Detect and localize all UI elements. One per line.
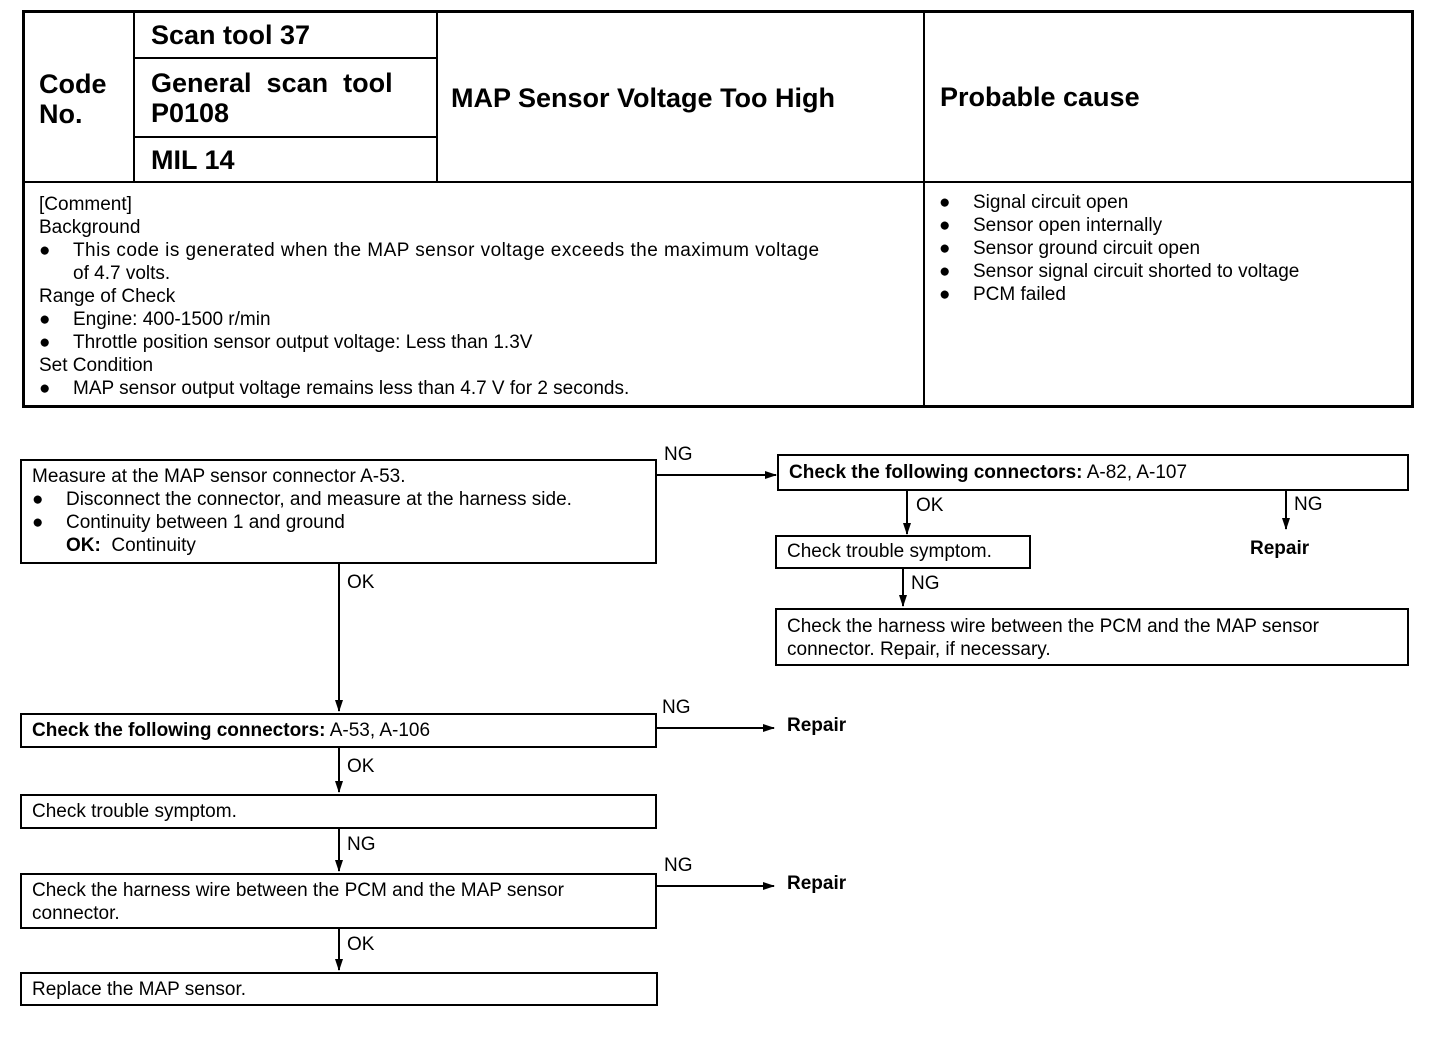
step2-check-connectors-box: Check the following connectors: A-53, A-106 xyxy=(20,713,657,748)
ok-label: OK xyxy=(347,756,375,777)
step5-replace-box: Replace the MAP sensor. xyxy=(20,972,658,1006)
right-harness-box: Check the harness wire between the PCM and the MAP sensor connector. Repair, if necessary. xyxy=(775,608,1409,666)
step3-symptom-box: Check trouble symptom. xyxy=(20,794,657,829)
ng-label: NG xyxy=(1294,494,1323,515)
list-item: ● PCM failed xyxy=(939,284,1066,305)
right-symptom-box: Check trouble symptom. xyxy=(775,535,1031,569)
ok-label: OK xyxy=(916,495,944,516)
list-item: ● Engine: 400-1500 r/min xyxy=(39,309,271,330)
step4-harness-box: Check the harness wire between the PCM and the MAP sensor connector. xyxy=(20,873,657,929)
list-item: ● Sensor open internally xyxy=(939,215,1163,236)
set-condition-heading: Set Condition xyxy=(39,355,154,376)
general-scan-tool-code: General scan tool P0108 xyxy=(151,68,393,128)
mil-code: MIL 14 xyxy=(151,145,235,175)
page-title: MAP Sensor Voltage Too High xyxy=(451,83,836,113)
code-no-label: Code No. xyxy=(39,69,107,129)
ng-label: NG xyxy=(664,444,693,465)
ng-label: NG xyxy=(347,834,376,855)
step2-repair-text: Repair xyxy=(787,715,847,736)
comment-label: [Comment] xyxy=(39,194,132,215)
ok-label: OK xyxy=(347,572,375,593)
list-item: ● This code is generated when the MAP sensor voltage exceeds the maximum voltage xyxy=(39,240,820,261)
right-repair-text: Repair xyxy=(1250,538,1310,559)
background-heading: Background xyxy=(39,217,141,238)
list-item: ● Signal circuit open xyxy=(939,192,1129,213)
list-item-continued: of 4.7 volts. xyxy=(73,263,171,284)
ng-label: NG xyxy=(662,697,691,718)
ng-label: NG xyxy=(911,573,940,594)
list-item: ● Sensor signal circuit shorted to voltage xyxy=(939,261,1300,282)
step1-measure-box: Measure at the MAP sensor connector A-53. ● Disconnect the connector, and measure at the harness side. ● Continuity between 1 and ground OK: Continuity xyxy=(20,459,657,564)
scan-tool-code: Scan tool 37 xyxy=(151,20,311,50)
step4-repair-text: Repair xyxy=(787,873,847,894)
ng-label: NG xyxy=(664,855,693,876)
list-item: ● MAP sensor output voltage remains less than 4.7 V for 2 seconds. xyxy=(39,378,630,399)
ok-label: OK xyxy=(347,934,375,955)
probable-cause-heading: Probable cause xyxy=(940,82,1140,112)
list-item: ● Sensor ground circuit open xyxy=(939,238,1201,259)
range-heading: Range of Check xyxy=(39,286,176,307)
list-item: ● Throttle position sensor output voltage: Less than 1.3V xyxy=(39,332,533,353)
right-check-connectors-box: Check the following connectors: A-82, A-107 xyxy=(777,454,1409,491)
